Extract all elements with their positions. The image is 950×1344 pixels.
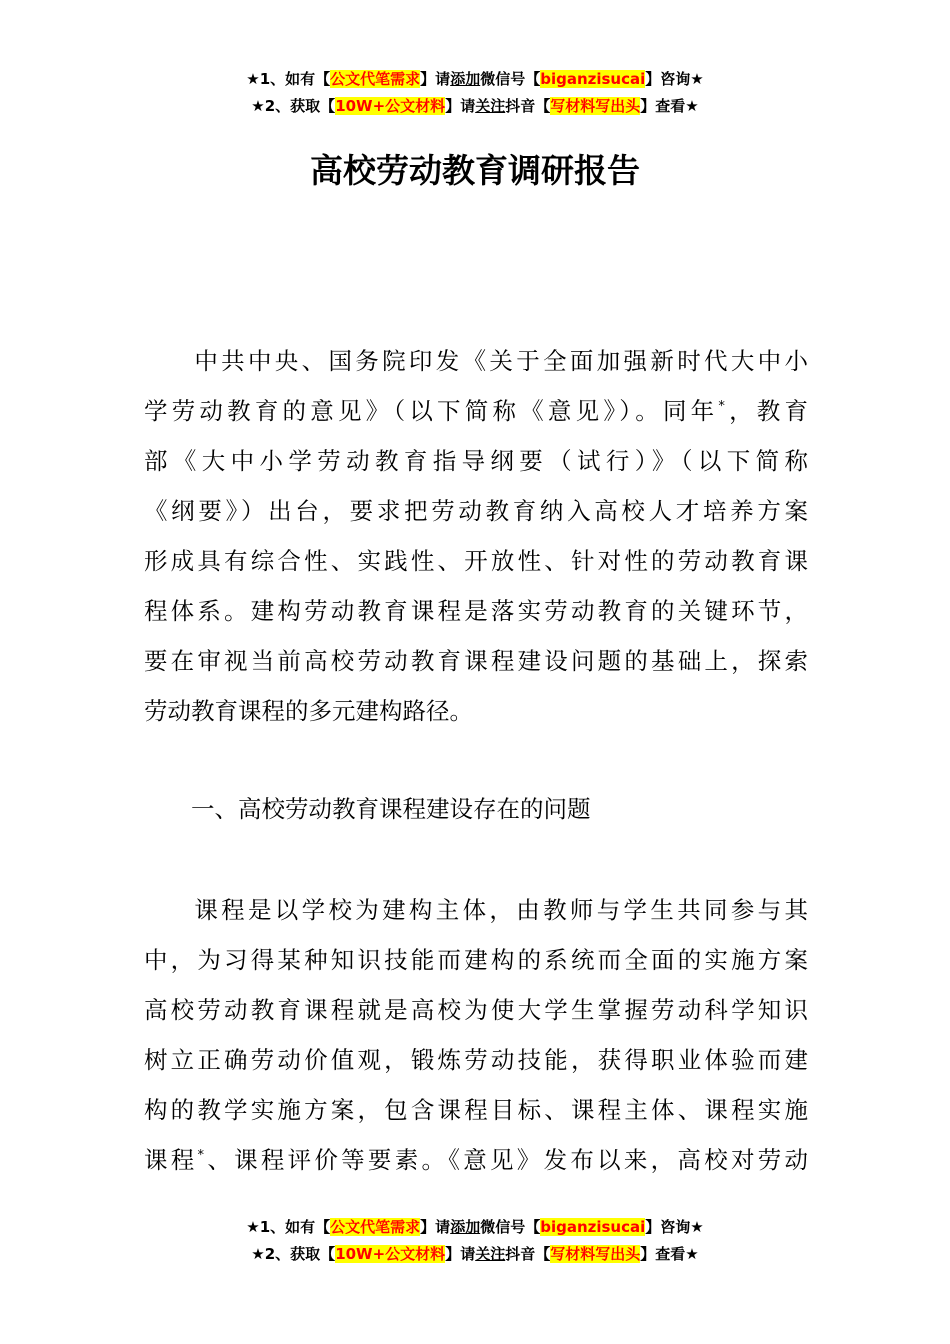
- banner-text: 抖音【: [505, 97, 551, 115]
- banner-highlight: biganzisucai: [540, 70, 646, 88]
- banner-highlight: biganzisucai: [540, 1218, 646, 1236]
- banner-text: 微信号【: [480, 70, 541, 88]
- banner-text: 】请: [445, 97, 476, 115]
- document-title: 高校劳动教育调研报告: [310, 151, 640, 190]
- banner-text: 】请: [420, 1218, 451, 1236]
- paragraph-line: 构的教学实施方案，包含课程目标、课程主体、课程实施: [144, 1096, 808, 1124]
- section-heading: [144, 784, 808, 834]
- banner-text: ★2、获取【: [251, 97, 336, 115]
- banner-line-1: [0, 1214, 950, 1241]
- banner-underline: 添加: [450, 1218, 481, 1236]
- paragraph-line: 《纲要》）出台，要求把劳动教育纳入高校人才培养方案: [144, 497, 808, 525]
- banner-text: 】咨询★: [645, 1218, 704, 1236]
- paragraph-line: 程体系。建构劳动教育课程是落实劳动教育的关键环节，: [144, 597, 808, 625]
- paragraph-line: 课程*、课程评价等要素。《意见》发布以来，高校对劳动: [144, 1146, 809, 1174]
- paragraph-1: [144, 336, 808, 736]
- banner-underline: 关注: [475, 97, 506, 115]
- section-heading-text: 一、高校劳动教育课程建设存在的问题: [191, 795, 591, 823]
- banner-text: 微信号【: [480, 1218, 541, 1236]
- banner-text: ★2、获取【: [251, 1245, 336, 1263]
- banner-text: 】咨询★: [645, 70, 704, 88]
- banner-highlight: 公文代笔需求: [330, 70, 421, 88]
- banner-line-1: [0, 66, 950, 93]
- banner-text: ★1、如有【: [246, 1218, 331, 1236]
- footer-banner: [0, 1214, 950, 1268]
- banner-line-2: [0, 1241, 950, 1268]
- banner-text: 】请: [445, 1245, 476, 1263]
- paragraph-line: 部《大中小学劳动教育指导纲要（试行）》（以下简称: [144, 447, 808, 475]
- banner-text: 】请: [420, 70, 451, 88]
- banner-text: 】查看★: [640, 1245, 699, 1263]
- paragraph-line: 中，为习得某种知识技能而建构的系统而全面的实施方案: [144, 946, 808, 974]
- banner-highlight: 写材料写出头: [550, 97, 641, 115]
- banner-underline: 添加: [450, 70, 481, 88]
- paragraph-line: 中共中央、国务院印发《关于全面加强新时代大中小: [191, 347, 808, 375]
- banner-highlight: 写材料写出头: [550, 1245, 641, 1263]
- banner-line-2: [0, 93, 950, 120]
- footnote-mark: *: [197, 1148, 205, 1164]
- paragraph-line: 要在审视当前高校劳动教育课程建设问题的基础上，探索: [144, 647, 808, 675]
- paragraph-line: 劳动教育课程的多元建构路径。: [144, 697, 473, 725]
- banner-text: 】查看★: [640, 97, 699, 115]
- banner-highlight: 公文代笔需求: [330, 1218, 421, 1236]
- banner-highlight: 10W+公文材料: [335, 1245, 446, 1263]
- header-banner: [0, 66, 950, 120]
- paragraph-line: 课程是以学校为建构主体，由教师与学生共同参与其: [191, 896, 808, 924]
- paragraph-line: 形成具有综合性、实践性、开放性、针对性的劳动教育课: [144, 547, 808, 575]
- banner-underline: 关注: [475, 1245, 506, 1263]
- paragraph-line: 树立正确劳动价值观，锻炼劳动技能，获得职业体验而建: [144, 1046, 808, 1074]
- paragraph-line: 高校劳动教育课程就是高校为使大学生掌握劳动科学知识: [144, 996, 808, 1024]
- paragraph-2: [144, 885, 808, 1185]
- paragraph-line: 学劳动教育的意见》（以下简称《意见》）。同年*，教育: [144, 397, 809, 425]
- banner-text: ★1、如有【: [246, 70, 331, 88]
- footnote-mark: *: [718, 399, 725, 415]
- banner-text: 抖音【: [505, 1245, 551, 1263]
- banner-highlight: 10W+公文材料: [335, 97, 446, 115]
